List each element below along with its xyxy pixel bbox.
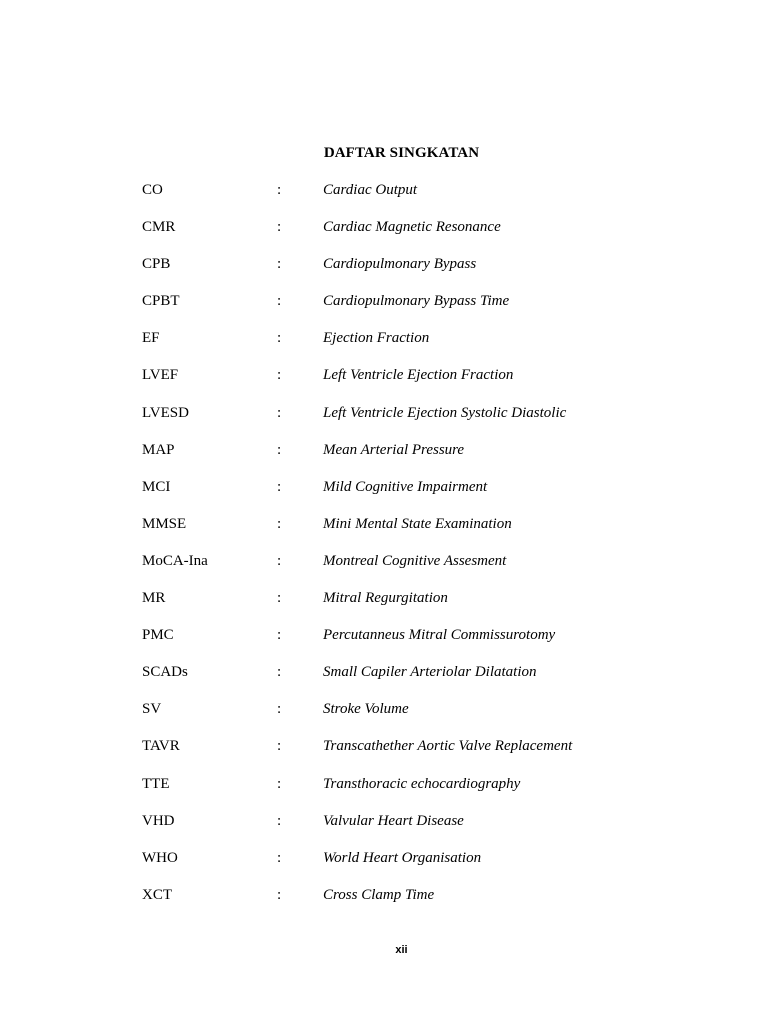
- abbreviation-term: MR: [142, 590, 166, 607]
- abbreviation-row: [0, 367, 768, 404]
- separator-colon: :: [277, 219, 282, 236]
- abbreviation-definition: World Heart Organisation: [323, 849, 482, 866]
- abbreviation-row: [0, 701, 768, 738]
- abbreviation-row: [0, 293, 768, 330]
- abbreviation-term: MCI: [142, 478, 171, 495]
- abbreviation-row: [0, 776, 768, 813]
- abbreviation-term: LVESD: [142, 404, 189, 421]
- separator-colon: :: [277, 330, 282, 347]
- abbreviation-definition: Mild Cognitive Impairment: [323, 478, 488, 495]
- abbreviation-definition: Cross Clamp Time: [323, 886, 435, 903]
- abbreviation-row: [0, 553, 768, 590]
- abbreviation-definition: Mitral Regurgitation: [323, 590, 448, 607]
- page-title: DAFTAR SINGKATAN: [323, 145, 480, 161]
- separator-colon: :: [277, 738, 282, 755]
- abbreviation-row: [0, 850, 768, 887]
- abbreviation-term: CPB: [142, 256, 171, 273]
- abbreviation-term: PMC: [142, 627, 174, 644]
- separator-colon: :: [277, 404, 282, 421]
- abbreviation-definition: Mean Arterial Pressure: [323, 441, 465, 458]
- separator-colon: :: [277, 812, 282, 829]
- abbreviation-term: WHO: [142, 849, 178, 866]
- abbreviation-term: LVEF: [142, 367, 179, 384]
- separator-colon: :: [277, 256, 282, 273]
- separator-colon: :: [277, 664, 282, 681]
- abbreviation-definition: Valvular Heart Disease: [323, 812, 464, 829]
- abbreviation-row: [0, 887, 768, 924]
- abbreviation-term: TAVR: [142, 738, 180, 755]
- abbreviation-definition: Ejection Fraction: [323, 330, 430, 347]
- separator-colon: :: [277, 515, 282, 532]
- abbreviation-row: [0, 405, 768, 442]
- abbreviation-definition: Montreal Cognitive Assesment: [323, 552, 507, 569]
- separator-colon: :: [277, 182, 282, 198]
- abbreviation-term: EF: [142, 330, 160, 347]
- abbreviation-row: [0, 256, 768, 293]
- abbreviation-definition: Cardiac Output: [323, 182, 418, 198]
- abbreviation-row: [0, 590, 768, 627]
- abbreviation-row: [0, 738, 768, 775]
- abbreviation-row: [0, 442, 768, 479]
- page-number: xii: [395, 944, 408, 956]
- abbreviation-term: CO: [142, 182, 163, 198]
- abbreviation-row: [0, 516, 768, 553]
- abbreviation-definition: Cardiopulmonary Bypass: [323, 256, 477, 273]
- abbreviation-row: [0, 479, 768, 516]
- separator-colon: :: [277, 293, 282, 310]
- separator-colon: :: [277, 627, 282, 644]
- separator-colon: :: [277, 590, 282, 607]
- abbreviation-definition: Transcathether Aortic Valve Replacement: [323, 738, 573, 755]
- abbreviation-term: VHD: [142, 812, 175, 829]
- separator-colon: :: [277, 886, 282, 903]
- abbreviation-term: MMSE: [142, 515, 187, 532]
- abbreviation-term: XCT: [142, 886, 172, 903]
- separator-colon: :: [277, 701, 282, 718]
- abbreviation-definition: Left Ventricle Ejection Fraction: [323, 367, 514, 384]
- abbreviation-term: SV: [142, 701, 162, 718]
- abbreviation-row: [0, 627, 768, 664]
- abbreviation-list: [0, 182, 768, 924]
- abbreviation-definition: Cardiac Magnetic Resonance: [323, 219, 501, 236]
- abbreviation-term: MAP: [142, 441, 175, 458]
- abbreviation-row: [0, 182, 768, 219]
- abbreviation-definition: Percutanneus Mitral Commissurotomy: [323, 627, 556, 644]
- abbreviation-row: [0, 219, 768, 256]
- separator-colon: :: [277, 849, 282, 866]
- abbreviation-term: MoCA-Ina: [142, 552, 208, 569]
- separator-colon: :: [277, 775, 282, 792]
- separator-colon: :: [277, 367, 282, 384]
- abbreviation-term: SCADs: [142, 664, 188, 681]
- separator-colon: :: [277, 552, 282, 569]
- abbreviation-term: TTE: [142, 775, 170, 792]
- abbreviation-row: [0, 330, 768, 367]
- abbreviation-term: CPBT: [142, 293, 180, 310]
- abbreviation-definition: Left Ventricle Ejection Systolic Diastolic: [323, 404, 567, 421]
- abbreviation-definition: Small Capiler Arteriolar Dilatation: [323, 664, 537, 681]
- abbreviation-term: CMR: [142, 219, 176, 236]
- separator-colon: :: [277, 441, 282, 458]
- abbreviation-definition: Transthoracic echocardiography: [323, 775, 521, 792]
- abbreviation-row: [0, 813, 768, 850]
- abbreviation-definition: Stroke Volume: [323, 701, 409, 718]
- abbreviation-definition: Cardiopulmonary Bypass Time: [323, 293, 510, 310]
- abbreviation-definition: Mini Mental State Examination: [323, 515, 512, 532]
- abbreviation-row: [0, 664, 768, 701]
- separator-colon: :: [277, 478, 282, 495]
